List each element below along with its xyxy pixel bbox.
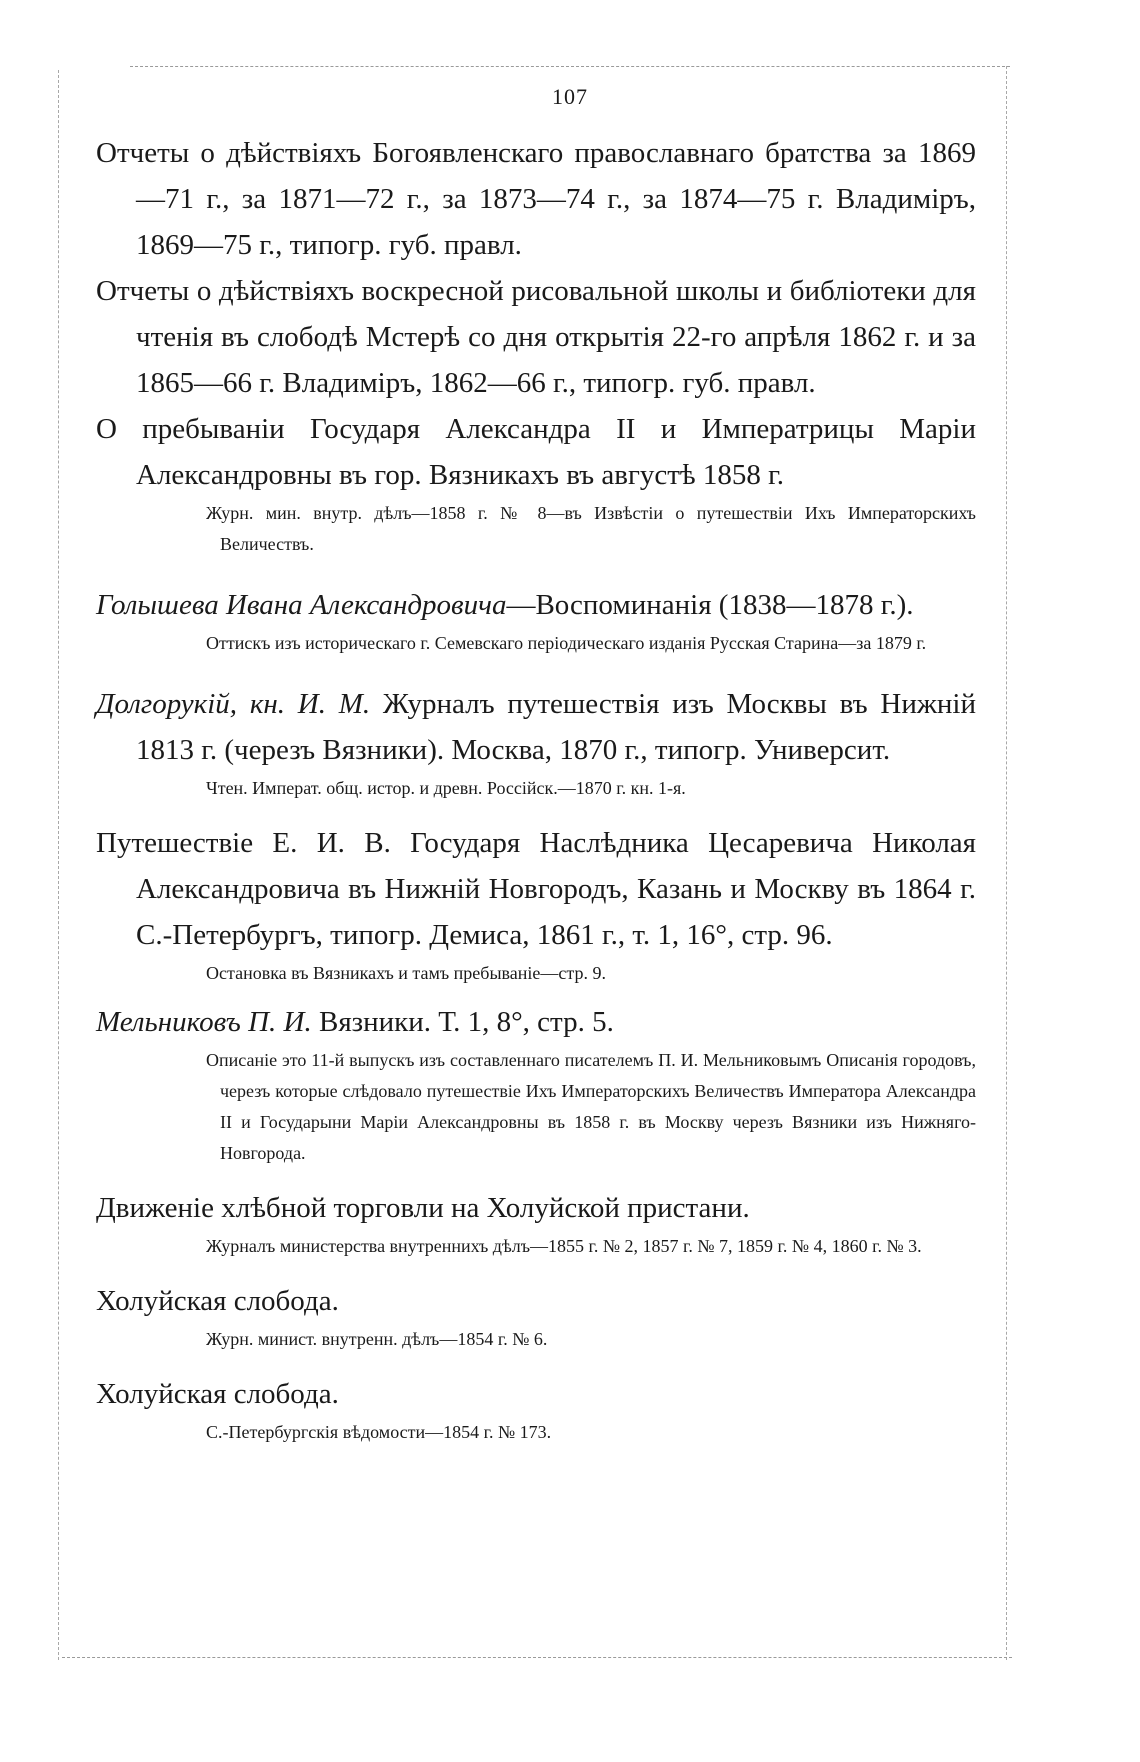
entry-title: О пребываніи Государя Александра II и Императрицы Маріи Александровны въ гор. Вязникахъ въ августѣ 1858 г. <box>96 413 976 491</box>
bibliography-entry <box>96 1371 976 1448</box>
bibliography-entry <box>96 582 976 659</box>
bibliography-entry <box>96 268 976 406</box>
page-number: 107 <box>552 84 588 109</box>
entry-author: Мельниковъ П. И. <box>96 1006 312 1038</box>
entry-note: Оттискъ изъ историческаго г. Семевскаго періодическаго изданія Русская Старина—за 1879 г. <box>206 633 927 653</box>
scan-border-left <box>58 70 60 1660</box>
entry-author: Долгорукій, кн. И. М. <box>96 688 371 720</box>
entry-note: Остановка въ Вязникахъ и тамъ пребываніе—стр. 9. <box>206 963 606 983</box>
entry-title: —Воспоминанія (1838—1878 г.). <box>506 589 914 621</box>
entry-author: Голышева Ивана Александровича <box>96 589 507 621</box>
scan-border-bottom <box>62 1657 1012 1659</box>
entry-note: Чтен. Императ. общ. истор. и древн. Россійск.—1870 г. кн. 1-я. <box>206 778 686 798</box>
entry-title: Путешествіе Е. И. В. Государя Наслѣдника Цесаревича Николая Александровича въ Нижній Новгородъ, Казань и Москву въ 1864 г. С.-Петербургъ, типогр. Демиса, 1861 г., т. 1, 16°, стр. 96. <box>96 827 976 951</box>
bibliography-entry <box>96 681 976 804</box>
entry-title: Движеніе хлѣбной торговли на Холуйской пристани. <box>96 1192 750 1224</box>
bibliography-entry <box>96 999 976 1169</box>
entry-title: Вязники. Т. 1, 8°, стр. 5. <box>311 1006 614 1038</box>
entry-note: Журн. мин. внутр. дѣлъ—1858 г. № 8—въ Извѣстіи о путешествіи Ихъ Императорскихъ Величествъ. <box>206 503 976 554</box>
entry-title: Журналъ путешествія изъ Москвы въ Нижній 1813 г. (черезъ Вязники). Москва, 1870 г., типогр. Университ. <box>136 688 977 766</box>
bibliography-entry <box>96 1185 976 1262</box>
entry-note: Журналъ министерства внутреннихъ дѣлъ—1855 г. № 2, 1857 г. № 7, 1859 г. № 4, 1860 г. № 3. <box>206 1236 922 1256</box>
entry-title: Отчеты о дѣйствіяхъ Богоявленскаго православнаго братства за 1869—71 г., за 1871—72 г., за 1873—74 г., за 1874—75 г. Владиміръ, 1869—75 г., типогр. губ. правл. <box>96 137 976 261</box>
entry-note: Описаніе это 11-й выпускъ изъ составленнаго писателемъ П. И. Мельниковымъ Описанія городовъ, черезъ которые слѣдовало путешествіе Ихъ Императорскихъ Величествъ Императора Александра II и Государыни Маріи Александровны въ 1858 г. въ Москву черезъ Вязники изъ Нижняго-Новгорода. <box>206 1050 976 1163</box>
entry-title: Холуйская слобода. <box>96 1285 339 1317</box>
entry-title: Отчеты о дѣйствіяхъ воскресной рисовальной школы и библіотеки для чтенія въ слободѣ Мстерѣ со дня открытія 22-го апрѣля 1862 г. и за 1865—66 г. Владиміръ, 1862—66 г., типогр. губ. правл. <box>96 275 976 399</box>
scan-border-right <box>1006 66 1008 1660</box>
entry-note: С.-Петербургскія вѣдомости—1854 г. № 173. <box>206 1422 552 1442</box>
entry-note: Журн. минист. внутренн. дѣлъ—1854 г. № 6. <box>206 1329 548 1349</box>
bibliography-entry <box>96 820 976 989</box>
bibliography-entry <box>96 406 976 560</box>
entry-title: Холуйская слобода. <box>96 1378 339 1410</box>
scan-border-top <box>130 66 1010 68</box>
bibliography-list <box>96 130 976 1448</box>
bibliography-entry <box>96 130 976 268</box>
bibliography-entry <box>96 1278 976 1355</box>
